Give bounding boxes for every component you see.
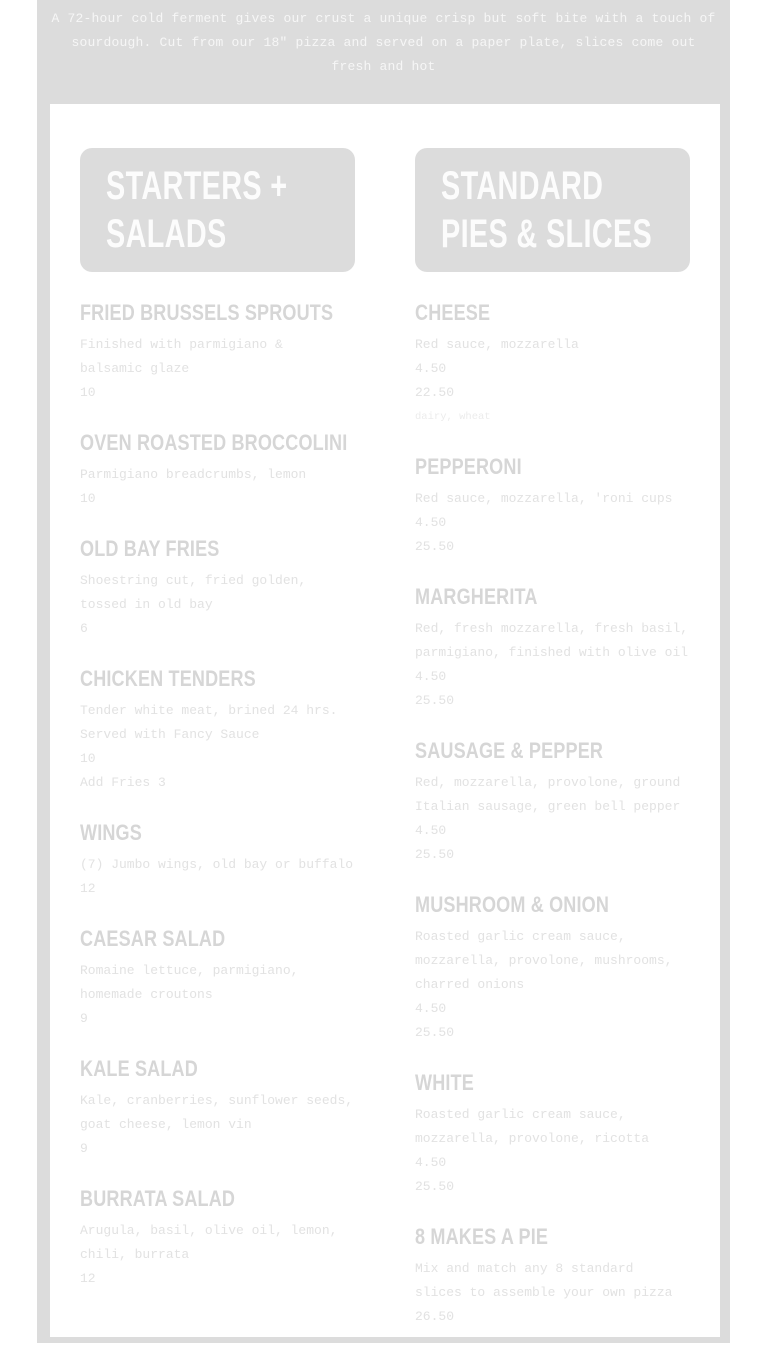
item-allergens: dairy, wheat bbox=[415, 411, 491, 423]
item-name: 8 MAKES A PIE bbox=[415, 1224, 549, 1249]
item-price-slice: 4.50 bbox=[415, 515, 447, 530]
item-price-slice: 4.50 bbox=[415, 823, 447, 838]
item-addon-note: Add Fries 3 bbox=[80, 775, 166, 790]
item-desc-line: Mix and match any 8 standard bbox=[415, 1261, 634, 1276]
item-name: FRIED BRUSSELS SPROUTS bbox=[80, 300, 334, 325]
item-desc-line: Roasted garlic cream sauce, bbox=[415, 929, 626, 944]
item-name: MUSHROOM & ONION bbox=[415, 892, 610, 917]
item-name: KALE SALAD bbox=[80, 1056, 198, 1081]
item-desc-line: Tender white meat, brined 24 hrs. bbox=[80, 703, 338, 718]
menu-item-wings bbox=[80, 821, 355, 901]
item-name: SAUSAGE & PEPPER bbox=[415, 738, 604, 763]
menu-columns bbox=[80, 148, 690, 1355]
menu-item-8-makes-a-pie bbox=[415, 1225, 690, 1329]
item-desc-line: chili, burrata bbox=[80, 1247, 190, 1262]
item-name: PEPPERONI bbox=[415, 454, 522, 479]
item-desc-line: mozzarella, provolone, mushrooms, bbox=[415, 953, 673, 968]
section-header-text bbox=[441, 162, 652, 258]
item-desc-line: Red sauce, mozzarella, 'roni cups bbox=[415, 491, 673, 506]
menu-item-oven-roasted-broccolini bbox=[80, 431, 355, 511]
item-desc-line: Red, mozzarella, provolone, ground bbox=[415, 775, 681, 790]
item-desc-line: balsamic glaze bbox=[80, 361, 190, 376]
item-desc-line: slices to assemble your own pizza bbox=[415, 1285, 673, 1300]
intro-banner bbox=[37, 0, 730, 79]
item-price: 12 bbox=[80, 881, 96, 896]
item-price: 10 bbox=[80, 491, 96, 506]
item-price: 10 bbox=[80, 385, 96, 400]
section-header-line: SALADS bbox=[106, 212, 227, 256]
item-name: CAESAR SALAD bbox=[80, 926, 226, 951]
item-name: MARGHERITA bbox=[415, 584, 538, 609]
item-price-pie: 22.50 bbox=[415, 385, 455, 400]
item-name: WHITE bbox=[415, 1070, 474, 1095]
item-desc-line: Kale, cranberries, sunflower seeds, bbox=[80, 1093, 354, 1108]
item-desc-line: charred onions bbox=[415, 977, 525, 992]
menu-item-pepperoni bbox=[415, 455, 690, 559]
banner-line: sourdough. Cut from our 18" pizza and served on a paper plate, slices come out bbox=[71, 35, 696, 50]
starters-salads-column bbox=[80, 148, 355, 1355]
item-desc-line: parmigiano, finished with olive oil bbox=[415, 645, 689, 660]
item-price-pie: 25.50 bbox=[415, 693, 455, 708]
item-name: OLD BAY FRIES bbox=[80, 536, 220, 561]
menu-item-mushroom-onion bbox=[415, 893, 690, 1045]
item-desc-line: (7) Jumbo wings, old bay or buffalo bbox=[80, 857, 354, 872]
item-price: 10 bbox=[80, 751, 96, 766]
menu-item-burrata-salad bbox=[80, 1187, 355, 1291]
item-name: BURRATA SALAD bbox=[80, 1186, 236, 1211]
starters-items bbox=[80, 301, 355, 1291]
item-desc-line: Red, fresh mozzarella, fresh basil, bbox=[415, 621, 689, 636]
item-desc-line: Arugula, basil, olive oil, lemon, bbox=[80, 1223, 338, 1238]
item-desc-line: Romaine lettuce, parmigiano, bbox=[80, 963, 299, 978]
item-desc-line: Served with Fancy Sauce bbox=[80, 727, 260, 742]
item-desc-line: Parmigiano breadcrumbs, lemon bbox=[80, 467, 307, 482]
section-header-starters-salads bbox=[80, 148, 355, 272]
menu-item-kale-salad bbox=[80, 1057, 355, 1161]
menu-item-caesar-salad bbox=[80, 927, 355, 1031]
item-price-pie: 25.50 bbox=[415, 539, 455, 554]
item-name: OVEN ROASTED BROCCOLINI bbox=[80, 430, 348, 455]
item-price-slice: 4.50 bbox=[415, 361, 447, 376]
item-price: 9 bbox=[80, 1011, 88, 1026]
item-price-slice: 4.50 bbox=[415, 669, 447, 684]
item-price-pie: 25.50 bbox=[415, 847, 455, 862]
menu-item-chicken-tenders bbox=[80, 667, 355, 795]
item-name: CHEESE bbox=[415, 300, 491, 325]
menu-section-background bbox=[37, 0, 730, 1343]
section-header-standard-pies bbox=[415, 148, 690, 272]
item-name: CHICKEN TENDERS bbox=[80, 666, 256, 691]
banner-line: A 72-hour cold ferment gives our crust a unique crisp but soft bite with a touch of bbox=[51, 11, 716, 26]
item-desc-line: Shoestring cut, fried golden, bbox=[80, 573, 307, 588]
banner-line: fresh and hot bbox=[331, 59, 436, 74]
item-desc-line: mozzarella, provolone, ricotta bbox=[415, 1131, 650, 1146]
item-desc-line: Italian sausage, green bell pepper bbox=[415, 799, 681, 814]
section-header-text bbox=[106, 162, 287, 258]
standard-pies-column bbox=[415, 148, 690, 1355]
item-desc-line: Roasted garlic cream sauce, bbox=[415, 1107, 626, 1122]
menu-item-fried-brussels-sprouts bbox=[80, 301, 355, 405]
menu-card bbox=[50, 104, 720, 1337]
item-price: 9 bbox=[80, 1141, 88, 1156]
menu-item-old-bay-fries bbox=[80, 537, 355, 641]
item-price-slice: 4.50 bbox=[415, 1155, 447, 1170]
section-header-line: STARTERS + bbox=[106, 164, 288, 208]
item-desc-line: Red sauce, mozzarella bbox=[415, 337, 579, 352]
item-price-pie: 25.50 bbox=[415, 1179, 455, 1194]
item-price: 12 bbox=[80, 1271, 96, 1286]
menu-item-margherita bbox=[415, 585, 690, 713]
pies-items bbox=[415, 301, 690, 1329]
section-header-line: PIES & SLICES bbox=[441, 212, 653, 256]
item-desc-line: goat cheese, lemon vin bbox=[80, 1117, 252, 1132]
menu-item-white bbox=[415, 1071, 690, 1199]
section-header-line: STANDARD bbox=[441, 164, 604, 208]
item-price: 6 bbox=[80, 621, 88, 636]
menu-item-cheese bbox=[415, 301, 690, 429]
item-desc-line: tossed in old bay bbox=[80, 597, 213, 612]
item-price-pie: 25.50 bbox=[415, 1025, 455, 1040]
item-price-slice: 4.50 bbox=[415, 1001, 447, 1016]
item-desc-line: homemade croutons bbox=[80, 987, 213, 1002]
item-price: 26.50 bbox=[415, 1309, 455, 1324]
menu-item-sausage-pepper bbox=[415, 739, 690, 867]
item-name: WINGS bbox=[80, 820, 142, 845]
item-desc-line: Finished with parmigiano & bbox=[80, 337, 283, 352]
